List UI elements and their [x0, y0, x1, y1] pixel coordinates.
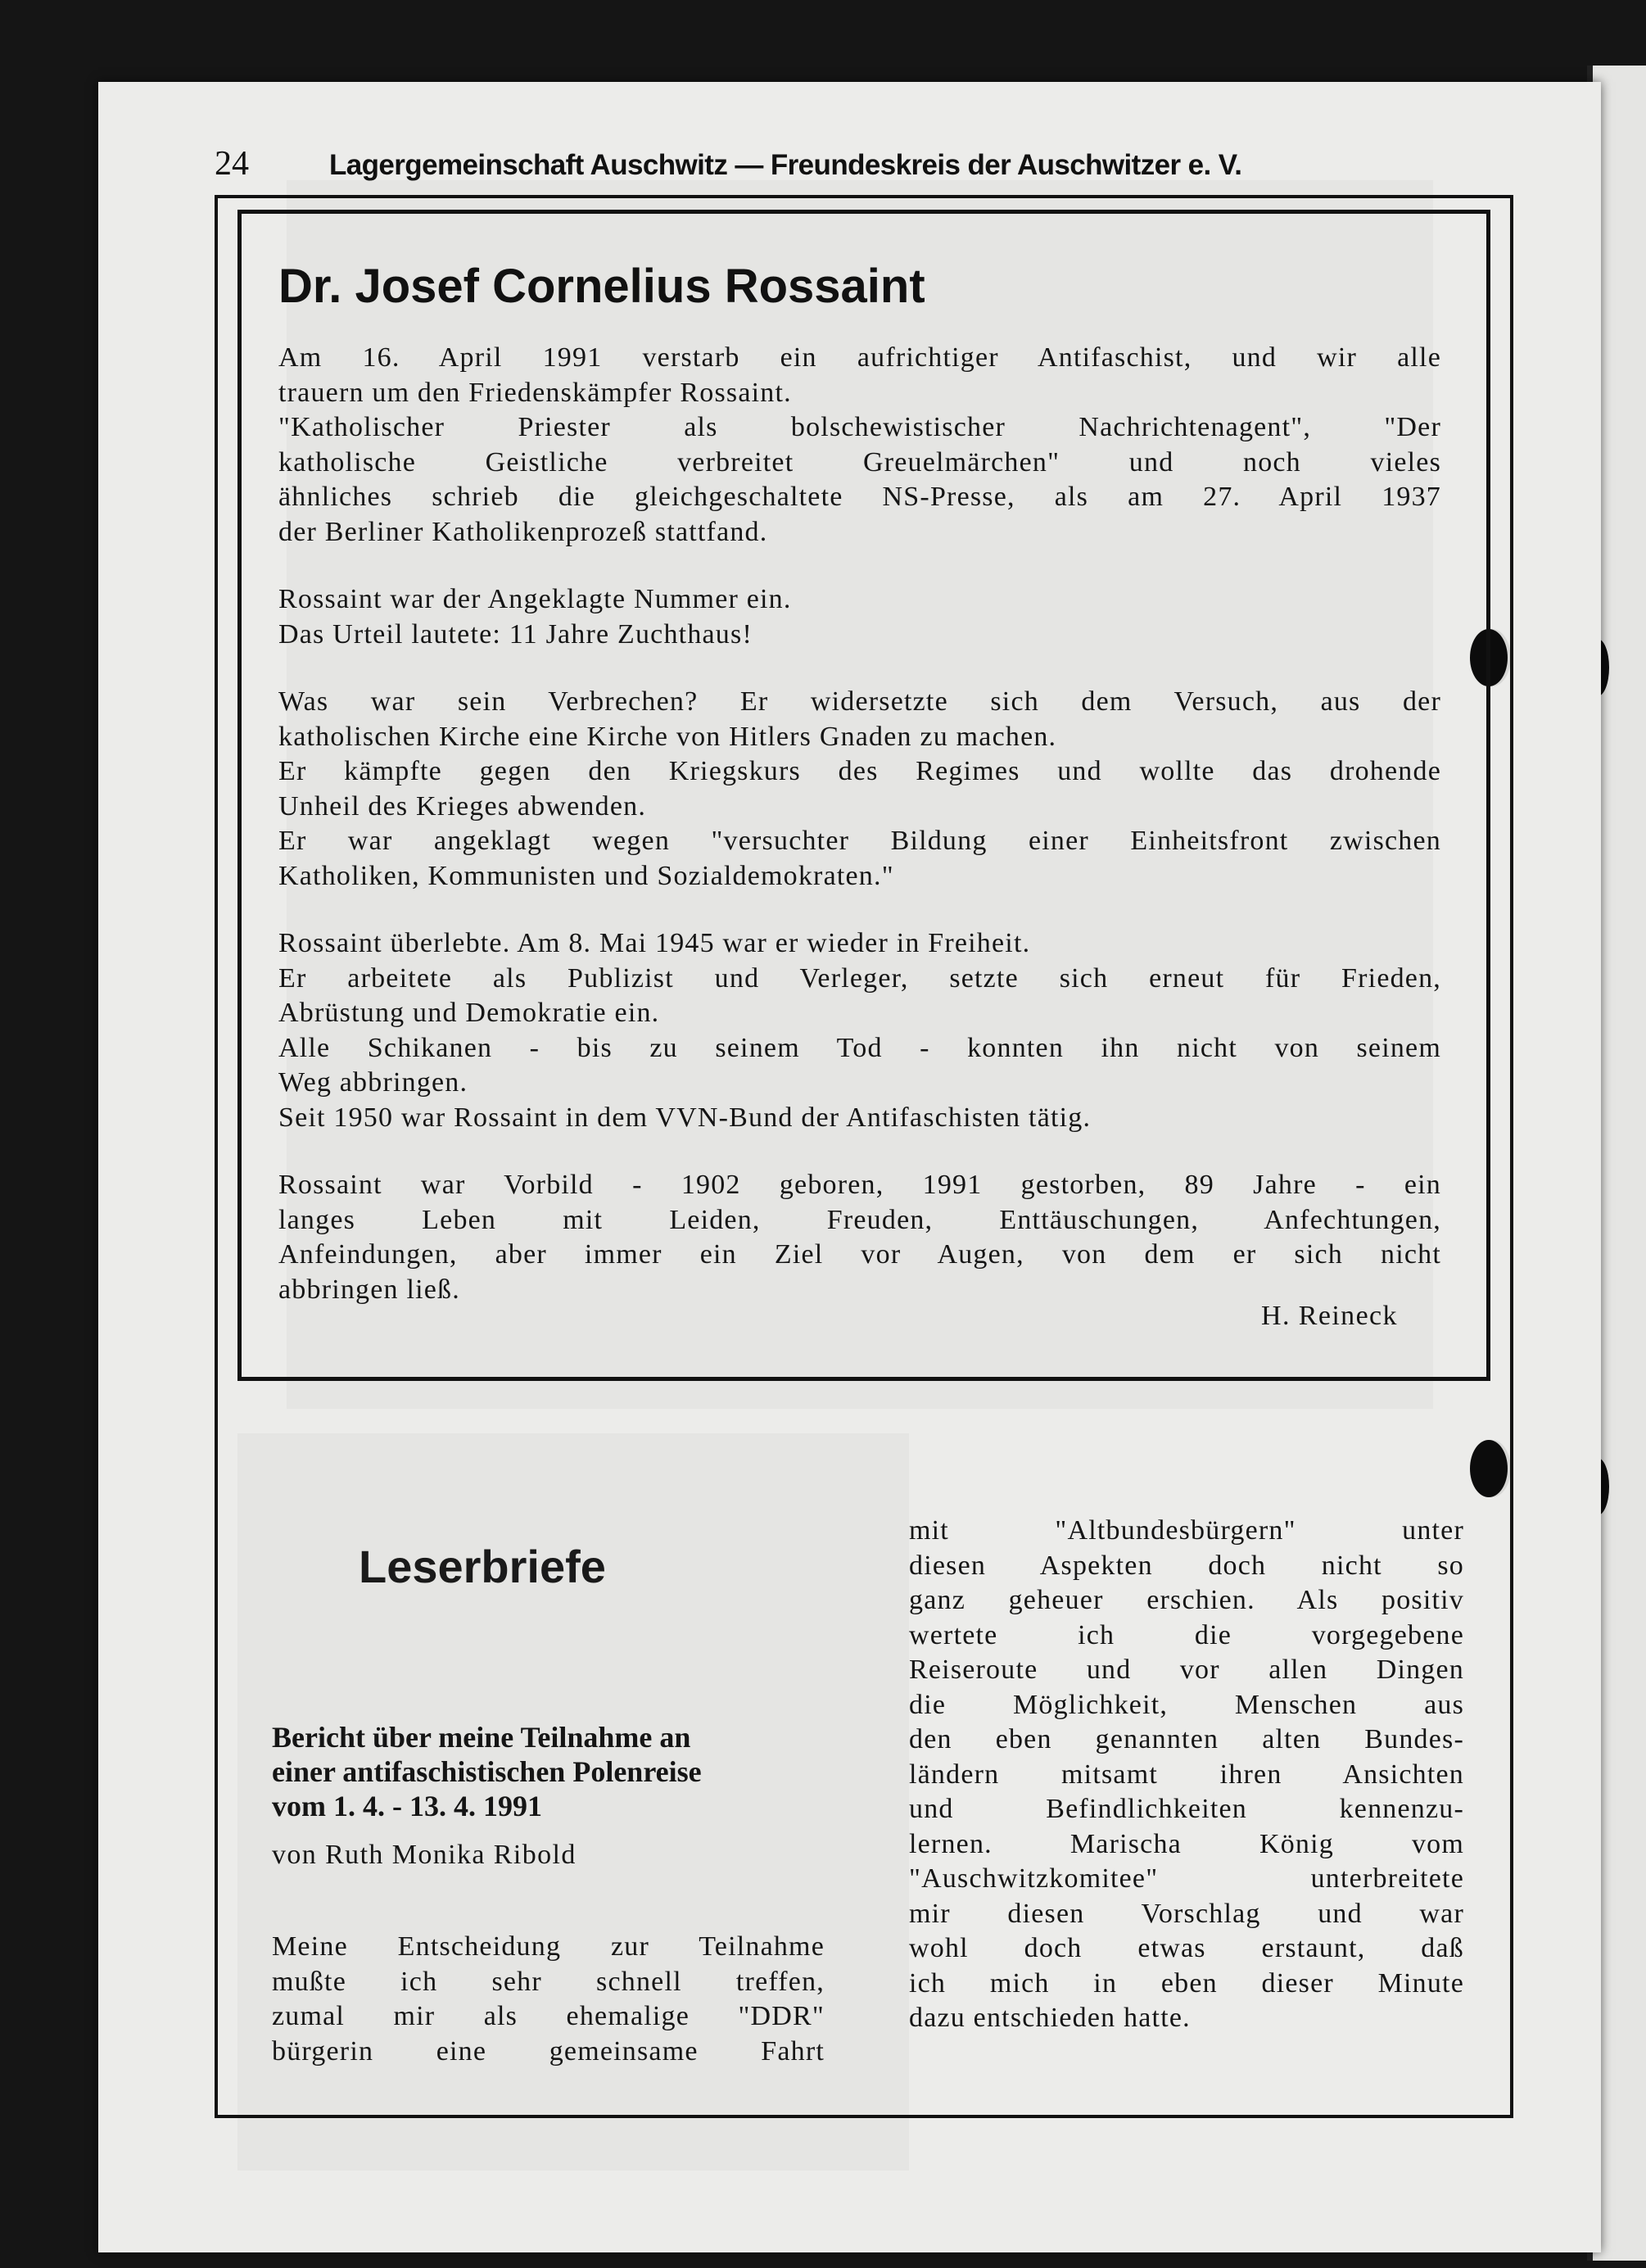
letter-author: von Ruth Monika Ribold	[272, 1840, 577, 1870]
publication-title: Lagergemeinschaft Auschwitz — Freundeskreis der Auschwitzer e. V.	[329, 149, 1242, 181]
text-line: Alle Schikanen - bis zu seinem Tod - konnten ihn nicht von seinem	[278, 1032, 1441, 1063]
text-line: ähnliches schrieb die gleichgeschaltete NS-Presse, als am 27. April 1937	[278, 482, 1441, 512]
section-title: Leserbriefe	[359, 1541, 606, 1592]
article-title: Dr. Josef Cornelius Rossaint	[278, 260, 925, 313]
text-line: ländern mitsamt ihren Ansichten	[909, 1759, 1464, 1790]
text-line: Reiseroute und vor allen Dingen	[909, 1655, 1464, 1685]
text-line: Das Urteil lautete: 11 Jahre Zuchthaus!	[278, 618, 753, 650]
text-line: Rossaint überlebte. Am 8. Mai 1945 war er wieder in Freiheit.	[278, 928, 1031, 958]
text-line: mit "Altbundesbürgern" unter	[909, 1515, 1464, 1546]
text-line: Rossaint war der Angeklagte Nummer ein.	[278, 584, 792, 614]
text-line: lernen. Marischa König vom	[909, 1828, 1464, 1859]
page-header	[215, 144, 1241, 193]
text-line: Er war angeklagt wegen "versuchter Bildung einer Einheitsfront zwischen	[278, 826, 1441, 856]
signature: H. Reineck	[1261, 1301, 1398, 1331]
text-line: bürgerin eine gemeinsame Fahrt	[272, 2035, 825, 2067]
paragraph	[278, 685, 1441, 894]
letter-column-right	[909, 1514, 1464, 2036]
heading-line: vom 1. 4. - 13. 4. 1991	[272, 1790, 542, 1822]
text-line: die Möglichkeit, Menschen aus	[909, 1689, 1464, 1720]
letter-heading	[272, 1720, 821, 1823]
text-line: Seit 1950 war Rossaint in dem VVN-Bund der Antifaschisten tätig.	[278, 1102, 1092, 1133]
text-line: Was war sein Verbrechen? Er widersetzte sich dem Versuch, aus der	[278, 686, 1441, 717]
text-line: Er kämpfte gegen den Kriegskurs des Regimes und wollte das drohende	[278, 756, 1441, 786]
paragraph	[278, 341, 1441, 550]
text-line: den eben genannten alten Bundes-	[909, 1724, 1464, 1754]
text-line: Weg abbringen.	[278, 1067, 468, 1098]
text-line: der Berliner Katholikenprozeß stattfand.	[278, 516, 768, 547]
text-line: trauern um den Friedenskämpfer Rossaint.	[278, 377, 792, 408]
heading-line: Bericht über meine Teilnahme an	[272, 1721, 691, 1754]
text-line: Meine Entscheidung zur Teilnahme	[272, 1931, 825, 1962]
paragraph	[278, 582, 1441, 652]
text-line: langes Leben mit Leiden, Freuden, Enttäuschungen, Anfechtungen,	[278, 1204, 1441, 1235]
text-line: Katholiken, Kommunisten und Sozialdemokraten."	[278, 860, 894, 891]
text-line: wohl doch etwas erstaunt, daß	[909, 1933, 1464, 1963]
text-line: ganz geheuer erschien. Als positiv	[909, 1585, 1464, 1615]
letter-column-left	[272, 1930, 825, 2069]
text-line: mußte ich sehr schnell treffen,	[272, 1966, 825, 1997]
text-line: Unheil des Krieges abwenden.	[278, 790, 647, 822]
text-line: mir diesen Vorschlag und war	[909, 1898, 1464, 1929]
text-line: katholische Geistliche verbreitet Greuelmärchen" und noch vieles	[278, 446, 1441, 478]
text-line: zumal mir als ehemalige "DDR"	[272, 2001, 825, 2031]
text-line: diesen Aspekten doch nicht so	[909, 1550, 1464, 1581]
text-line: Am 16. April 1991 verstarb ein aufrichtiger Antifaschist, und wir alle	[278, 342, 1441, 373]
text-line: Rossaint war Vorbild - 1902 geboren, 1991 gestorben, 89 Jahre - ein	[278, 1170, 1441, 1200]
paragraph	[278, 926, 1441, 1135]
text-line: wertete ich die vorgegebene	[909, 1619, 1464, 1650]
heading-line: einer antifaschistischen Polenreise	[272, 1755, 702, 1788]
text-line: "Auschwitzkomitee" unterbreitete	[909, 1863, 1464, 1894]
page-number: 24	[215, 145, 249, 183]
text-line: Abrüstung und Demokratie ein.	[278, 998, 660, 1028]
text-line: "Katholischer Priester als bolschewistischer Nachrichtenagent", "Der	[278, 412, 1441, 442]
text-line: dazu entschieden hatte.	[909, 2003, 1191, 2033]
paragraph	[278, 1168, 1441, 1307]
text-line: ich mich in eben dieser Minute	[909, 1967, 1464, 1999]
text-line: und Befindlichkeiten kennenzu-	[909, 1794, 1464, 1824]
text-line: Anfeindungen, aber immer ein Ziel vor Augen, von dem er sich nicht	[278, 1239, 1441, 1270]
text-line: Er arbeitete als Publizist und Verleger, setzte sich erneut für Frieden,	[278, 962, 1441, 994]
text-line: katholischen Kirche eine Kirche von Hitlers Gnaden zu machen.	[278, 721, 1057, 752]
article-body	[278, 341, 1441, 1307]
text-line: abbringen ließ.	[278, 1274, 460, 1305]
